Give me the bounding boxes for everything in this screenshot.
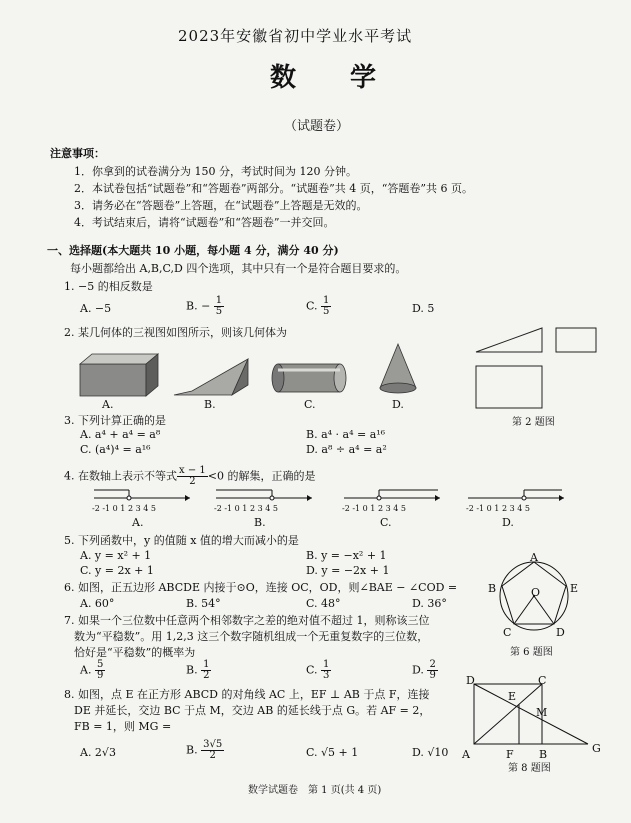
q6-point-c: C xyxy=(503,626,512,639)
note-item: 3．请务必在“答题卷”上答题，在“试题卷”上答题是无效的。 xyxy=(74,199,368,212)
q2-label-c: C. xyxy=(304,398,316,411)
subject-title: 数 学 xyxy=(270,63,391,93)
q7-option-d: D. $\frac{2}{9}$ xyxy=(412,659,436,681)
section-heading: 一、选择题(本大题共 10 小题，每小题 4 分，满分 40 分) xyxy=(47,244,339,257)
q6-caption: 第 6 题图 xyxy=(510,647,553,658)
q4-ticks-a: -2 -1 0 1 2 3 4 5 xyxy=(92,504,156,513)
q2-label-a: A. xyxy=(102,398,114,411)
q1-option-a: A. −5 xyxy=(80,302,112,315)
exam-title: 2023年安徽省初中学业水平考试 xyxy=(178,27,413,45)
q2-stem: 2. 某几何体的三视图如图所示，则该几何体为 xyxy=(64,326,287,339)
q4-ticks-b: -2 -1 0 1 2 3 4 5 xyxy=(214,504,278,513)
q2-label-b: B. xyxy=(204,398,216,411)
q2-solid-triangular-prism xyxy=(172,355,252,397)
q8-point-e: E xyxy=(508,690,517,703)
q8-caption: 第 8 题图 xyxy=(508,763,551,774)
q4-label-d: D. xyxy=(502,516,514,529)
q6-point-d: D xyxy=(556,626,565,639)
q8-point-m: M xyxy=(536,706,548,719)
q3-option-c: C. (a⁴)⁴ = a¹⁶ xyxy=(80,443,151,456)
q6-option-b: B. 54° xyxy=(186,597,221,610)
q1-option-d: D. 5 xyxy=(412,302,435,315)
q8-option-b: B. $\frac{3√5}{2}$ xyxy=(186,739,223,761)
q7-line1: 7. 如果一个三位数中任意两个相邻数字之差的绝对值不超过 1，则称该三位 xyxy=(64,614,430,627)
section-instruction: 每小题都给出 A,B,C,D 四个选项，其中只有一个是符合题目要求的。 xyxy=(70,262,407,275)
q3-option-d: D. a⁸ ÷ a⁴ = a² xyxy=(306,443,387,456)
q2-caption: 第 2 题图 xyxy=(512,417,555,428)
q7-line2: 数为“平稳数”。用 1,2,3 这三个数字随机组成一个无重复数字的三位数， xyxy=(74,630,429,643)
note-item: 1．你拿到的试卷满分为 150 分，考试时间为 120 分钟。 xyxy=(74,165,357,178)
q8-option-d: D. √10 xyxy=(412,746,449,759)
q7-option-c: C. $\frac{1}{3}$ xyxy=(306,659,330,681)
q2-solid-cone xyxy=(378,342,418,398)
q7-option-a: A. $\frac{5}{9}$ xyxy=(80,659,104,681)
q4-ticks-c: -2 -1 0 1 2 3 4 5 xyxy=(342,504,406,513)
paper-type: （试题卷） xyxy=(284,119,350,134)
q2-solid-prism-box xyxy=(78,350,163,398)
q4-label-a: A. xyxy=(132,516,144,529)
q5-option-d: D. y = −2x + 1 xyxy=(306,564,390,577)
q6-point-e: E xyxy=(570,582,579,595)
q6-option-c: C. 48° xyxy=(306,597,341,610)
q5-option-b: B. y = −x² + 1 xyxy=(306,549,387,562)
q1-stem: 1. −5 的相反数是 xyxy=(64,280,153,293)
q8-point-d: D xyxy=(466,674,475,687)
q8-point-c: C xyxy=(538,674,547,687)
page-footer: 数学试题卷 第 1 页(共 4 页) xyxy=(248,785,382,796)
q6-point-a: A xyxy=(530,551,538,564)
q4-label-c: C. xyxy=(380,516,392,529)
q7-option-b: B. $\frac{1}{2}$ xyxy=(186,659,210,681)
q3-stem: 3. 下列计算正确的是 xyxy=(64,414,166,427)
q4-stem: 4. 在数轴上表示不等式 $\frac{x - 1}{2}$ <0 的解集，正确的是 xyxy=(64,465,316,487)
q5-option-c: C. y = 2x + 1 xyxy=(80,564,154,577)
q3-option-a: A. a⁴ + a⁴ = a⁸ xyxy=(80,428,161,441)
q6-stem: 6. 如图，正五边形 ABCDE 内接于⊙O，连接 OC，OD，则∠BAE − ∠COD = xyxy=(64,581,458,594)
note-item: 4．考试结束后，请将“试题卷”和“答题卷”一并交回。 xyxy=(74,216,335,229)
q8-point-a: A xyxy=(462,748,470,761)
q4-ticks-d: -2 -1 0 1 2 3 4 5 xyxy=(466,504,530,513)
q5-option-a: A. y = x² + 1 xyxy=(80,549,152,562)
q1-option-c: C. $\frac{1}{5}$ xyxy=(306,295,330,317)
q4-label-b: B. xyxy=(254,516,266,529)
q8-option-c: C. √5 + 1 xyxy=(306,746,359,759)
q6-point-b: B xyxy=(488,582,497,595)
q8-line1: 8. 如图，点 E 在正方形 ABCD 的对角线 AC 上，EF ⊥ AB 于点 F，连接 xyxy=(64,688,430,701)
q2-label-d: D. xyxy=(392,398,404,411)
notes-heading: 注意事项： xyxy=(50,147,105,160)
q8-point-f: F xyxy=(506,748,514,761)
q8-line3: FB = 1，则 MG = xyxy=(74,720,172,733)
q6-point-o: O xyxy=(531,586,541,599)
q6-option-d: D. 36° xyxy=(412,597,447,610)
q7-line3: 恰好是“平稳数”的概率为 xyxy=(74,646,196,659)
note-item: 2．本试卷包括“试题卷”和“答题卷”两部分。“试题卷”共 4 页，“答题卷”共 6 页。 xyxy=(74,182,473,195)
q5-stem: 5. 下列函数中，y 的值随 x 值的增大而减小的是 xyxy=(64,534,299,547)
q6-option-a: A. 60° xyxy=(80,597,115,610)
q2-three-views-figure xyxy=(470,322,605,412)
q8-point-g: G xyxy=(592,742,601,755)
q8-point-b: B xyxy=(539,748,548,761)
q8-line2: DE 并延长，交边 BC 于点 M，交边 AB 的延长线于点 G。若 AF = 2， xyxy=(74,704,431,717)
q8-option-a: A. 2√3 xyxy=(80,746,116,759)
q2-solid-cylinder xyxy=(270,360,350,396)
q3-option-b: B. a⁴ · a⁴ = a¹⁶ xyxy=(306,428,386,441)
q8-square-figure xyxy=(468,678,598,748)
q1-option-b: B. − $\frac{1}{5}$ xyxy=(186,295,223,317)
